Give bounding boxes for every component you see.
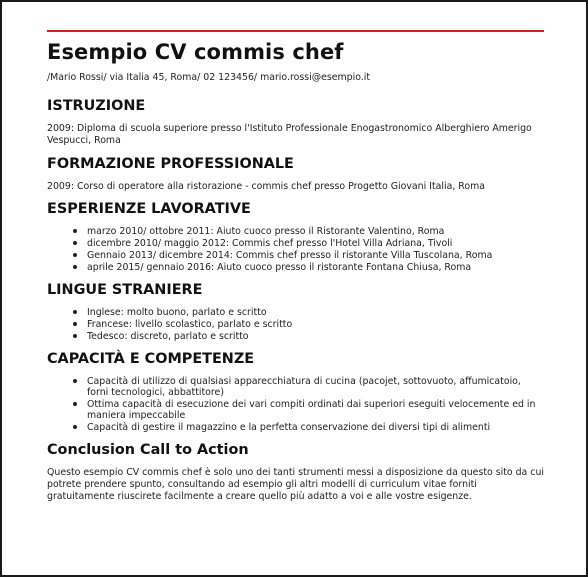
list-item: • Inglese: molto buono, parlato e scritto <box>87 306 544 318</box>
list-item: • Capacità di utilizzo di qualsiasi apparecchiatura di cucina (pacojet, sottovuoto, affumicatoio, forni tecnologici, abbattitore) <box>87 375 544 398</box>
list-item: • Francese: livello scolastico, parlato e scritto <box>87 318 544 330</box>
list-item: • aprile 2015/ gennaio 2016: Aiuto cuoco presso il ristorante Fontana Chiusa, Roma <box>87 261 544 273</box>
section-heading-lingue: LINGUE STRANIERE <box>47 282 203 299</box>
list-item: • marzo 2010/ ottobre 2011: Aiuto cuoco presso il Ristorante Valentino, Roma <box>87 225 544 237</box>
capacita-list <box>47 375 544 433</box>
section-heading-esperienze: ESPERIENZE LAVORATIVE <box>47 201 251 218</box>
conclusion-text: Questo esempio CV commis chef è solo uno dei tanti strumenti messi a disposizione da questo sito da cui potrete prendere spunto, consultando ad esempio gli altri modelli di curriculum vitae forniti gratuitamente riuscirete facilmente a creare quello più adatto a voi e alle vostre esigenze. <box>47 467 544 502</box>
accent-rule <box>47 30 544 32</box>
formazione-text: 2009: Corso di operatore alla ristorazione - commis chef presso Progetto Giovani Italia, Roma <box>47 180 485 192</box>
section-heading-istruzione: ISTRUZIONE <box>47 98 146 114</box>
istruzione-text: 2009: Diploma di scuola superiore presso l'Istituto Professionale Enogastronomico Alberghiero Amerigo Vespucci, Roma <box>47 123 532 146</box>
section-heading-conclusion: Conclusion Call to Action <box>47 442 249 459</box>
list-item: • Tedesco: discreto, parlato e scritto <box>87 330 544 342</box>
cv-content <box>47 35 544 503</box>
list-item: • Ottima capacità di esecuzione dei vari compiti ordinati dai superiori eseguiti velocemente ed in maniera impeccabile <box>87 398 544 421</box>
esperienze-list <box>47 225 544 273</box>
section-heading-formazione: FORMAZIONE PROFESSIONALE <box>47 155 294 172</box>
cv-title: Esempio CV commis chef <box>47 40 344 64</box>
list-item: • Gennaio 2013/ dicembre 2014: Commis chef presso il ristorante Villa Tuscolana, Roma <box>87 249 544 261</box>
list-item: • Capacità di gestire il magazzino e la perfetta conservazione dei diversi tipi di alimenti <box>87 421 544 433</box>
section-heading-capacita: CAPACITÀ E COMPETENZE <box>47 351 255 368</box>
lingue-list <box>47 306 544 342</box>
list-item: • dicembre 2010/ maggio 2012: Commis chef presso l'Hotel Villa Adriana, Tivoli <box>87 237 544 249</box>
contact-line: /Mario Rossi/ via Italia 45, Roma/ 02 123456/ mario.rossi@esempio.it <box>47 72 371 83</box>
